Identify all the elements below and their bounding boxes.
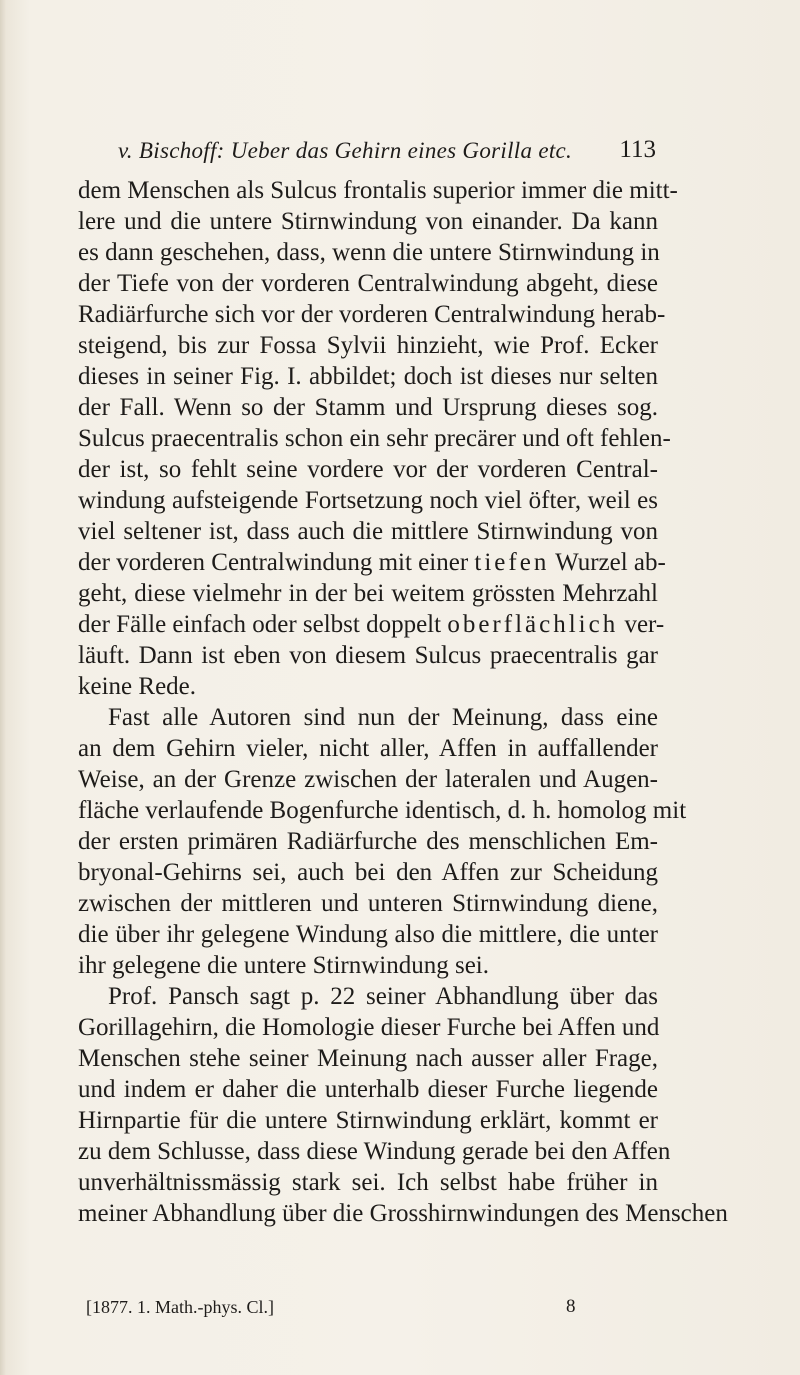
text-line: der vorderen Centralwindung mit einer tiefen Wurzel ab-	[78, 549, 666, 576]
signature-mark: 8	[566, 1296, 576, 1317]
text-line: steigend, bis zur Fossa Sylvii hinzieht, wie Prof. Ecker	[78, 332, 658, 359]
text-line: zu dem Schlusse, dass diese Windung gerade bei den Affen	[78, 1138, 671, 1165]
text-line: die über ihr gelegene Windung also die mittlere, die unter	[78, 921, 658, 948]
text-line: zwischen der mittleren und unteren Stirnwindung diene,	[78, 890, 658, 917]
text-line: unverhältnissmässig stark sei. Ich selbst habe früher in	[78, 1169, 658, 1196]
text-line: an dem Gehirn vieler, nicht aller, Affen in auffallender	[78, 735, 658, 762]
body-text	[78, 175, 728, 1229]
text-line: lere und die untere Stirnwindung von einander. Da kann	[78, 208, 658, 235]
text-line: dem Menschen als Sulcus frontalis superior immer die mitt-	[78, 177, 678, 204]
emphasized-word: oberflächlich	[447, 611, 619, 638]
footer-citation: [1877. 1. Math.-phys. Cl.]	[86, 1297, 274, 1317]
text-line: keine Rede.	[78, 673, 197, 700]
text-line: Fast alle Autoren sind nun der Meinung, dass eine	[108, 704, 658, 731]
running-head: v. Bischoff: Ueber das Gehirn eines Gorilla etc.	[118, 138, 573, 163]
text-line: Weise, an der Grenze zwischen der lateralen und Augen-	[78, 766, 658, 793]
text-line: windung aufsteigende Fortsetzung noch viel öfter, weil es	[78, 487, 658, 514]
text-line: meiner Abhandlung über die Grosshirnwindungen des Menschen	[78, 1200, 728, 1227]
text-line: der ist, so fehlt seine vordere vor der vorderen Central-	[78, 456, 658, 483]
text-line: fläche verlaufende Bogenfurche identisch, d. h. homolog mit	[78, 797, 687, 824]
text-line: ihr gelegene die untere Stirnwindung sei.	[78, 952, 489, 979]
text-line: Prof. Pansch sagt p. 22 seiner Abhandlung über das	[108, 983, 658, 1010]
text-line: der ersten primären Radiärfurche des menschlichen Em-	[78, 828, 658, 855]
page-number: 113	[619, 136, 656, 163]
emphasized-word: tiefen	[474, 549, 550, 576]
text-line: Radiärfurche sich vor der vorderen Centralwindung herab-	[78, 301, 666, 328]
text-line: Gorillagehirn, die Homologie dieser Furche bei Affen und	[78, 1014, 660, 1041]
text-line: der Tiefe von der vorderen Centralwindung abgeht, diese	[78, 270, 658, 297]
text-line: Sulcus praecentralis schon ein sehr precärer und oft fehlen-	[78, 425, 671, 452]
text-line: der Fälle einfach oder selbst doppelt oberflächlich ver-	[78, 611, 665, 638]
text-line: läuft. Dann ist eben von diesem Sulcus praecentralis gar	[78, 642, 658, 669]
text-line: der Fall. Wenn so der Stamm und Ursprung dieses sog.	[78, 394, 658, 421]
text-line: geht, diese vielmehr in der bei weitem grössten Mehrzahl	[78, 580, 658, 607]
page-edge	[0, 0, 6, 1375]
footer	[86, 1297, 646, 1318]
text-line: bryonal-Gehirns sei, auch bei den Affen zur Scheidung	[78, 859, 658, 886]
text-line: es dann geschehen, dass, wenn die untere Stirnwindung in	[78, 239, 660, 266]
text-line: Menschen stehe seiner Meinung nach ausser aller Frage,	[78, 1045, 658, 1072]
text-line: viel seltener ist, dass auch die mittlere Stirnwindung von	[78, 518, 658, 545]
text-line: Hirnpartie für die untere Stirnwindung erklärt, kommt er	[78, 1107, 658, 1134]
text-line: dieses in seiner Fig. I. abbildet; doch ist dieses nur selten	[78, 363, 658, 390]
text-line: und indem er daher die unterhalb dieser Furche liegende	[78, 1076, 658, 1103]
